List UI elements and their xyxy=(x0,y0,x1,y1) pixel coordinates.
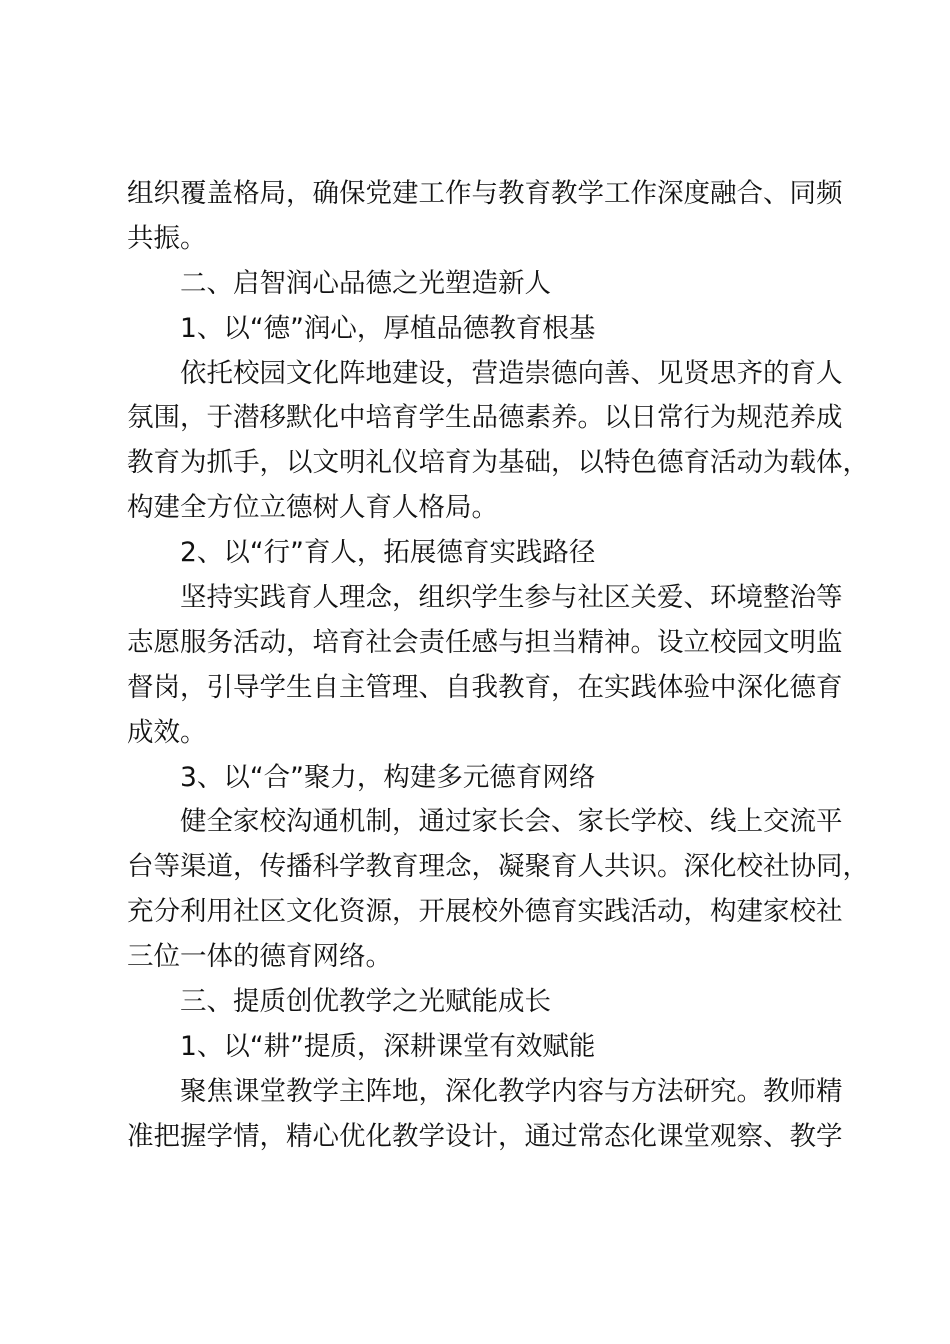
text-line: 共振。 xyxy=(127,222,207,254)
text-line: 二、启智润心品德之光塑造新人 xyxy=(180,267,551,299)
text-line: 充分利用社区文化资源，开展校外德育实践活动，构建家校社 xyxy=(127,896,843,928)
text-line: 准把握学情，精心优化教学设计，通过常态化课堂观察、教学 xyxy=(127,1120,843,1152)
text-line: 志愿服务活动，培育社会责任感与担当精神。设立校园文明监 xyxy=(127,626,843,658)
text-line: 2、以“行”育人，拓展德育实践路径 xyxy=(180,537,596,569)
text-line: 台等渠道，传播科学教育理念，凝聚育人共识。深化校社协同， xyxy=(127,851,869,883)
text-line: 氛围，于潜移默化中培育学生品德素养。以日常行为规范养成 xyxy=(127,402,843,434)
text-line: 聚焦课堂教学主阵地，深化教学内容与方法研究。教师精 xyxy=(180,1075,843,1107)
text-line: 3、以“合”聚力，构建多元德育网络 xyxy=(180,761,596,793)
text-line: 1、以“德”润心，厚植品德教育根基 xyxy=(180,312,596,344)
text-line: 三、提质创优教学之光赋能成长 xyxy=(180,986,551,1018)
text-line: 坚持实践育人理念，组织学生参与社区关爱、环境整治等 xyxy=(180,582,843,614)
text-line: 教育为抓手，以文明礼仪培育为基础，以特色德育活动为载体， xyxy=(127,447,869,479)
text-line: 三位一体的德育网络。 xyxy=(127,941,392,973)
text-line: 构建全方位立德树人育人格局。 xyxy=(127,492,498,524)
text-line: 组织覆盖格局，确保党建工作与教育教学工作深度融合、同频 xyxy=(127,178,843,209)
text-line: 督岗，引导学生自主管理、自我教育，在实践体验中深化德育 xyxy=(127,671,843,703)
text-line: 成效。 xyxy=(127,716,207,748)
document-body xyxy=(127,172,869,1160)
text-line: 健全家校沟通机制，通过家长会、家长学校、线上交流平 xyxy=(180,806,843,838)
text-line: 依托校园文化阵地建设，营造崇德向善、见贤思齐的育人 xyxy=(180,357,843,389)
text-line: 1、以“耕”提质，深耕课堂有效赋能 xyxy=(180,1030,596,1062)
